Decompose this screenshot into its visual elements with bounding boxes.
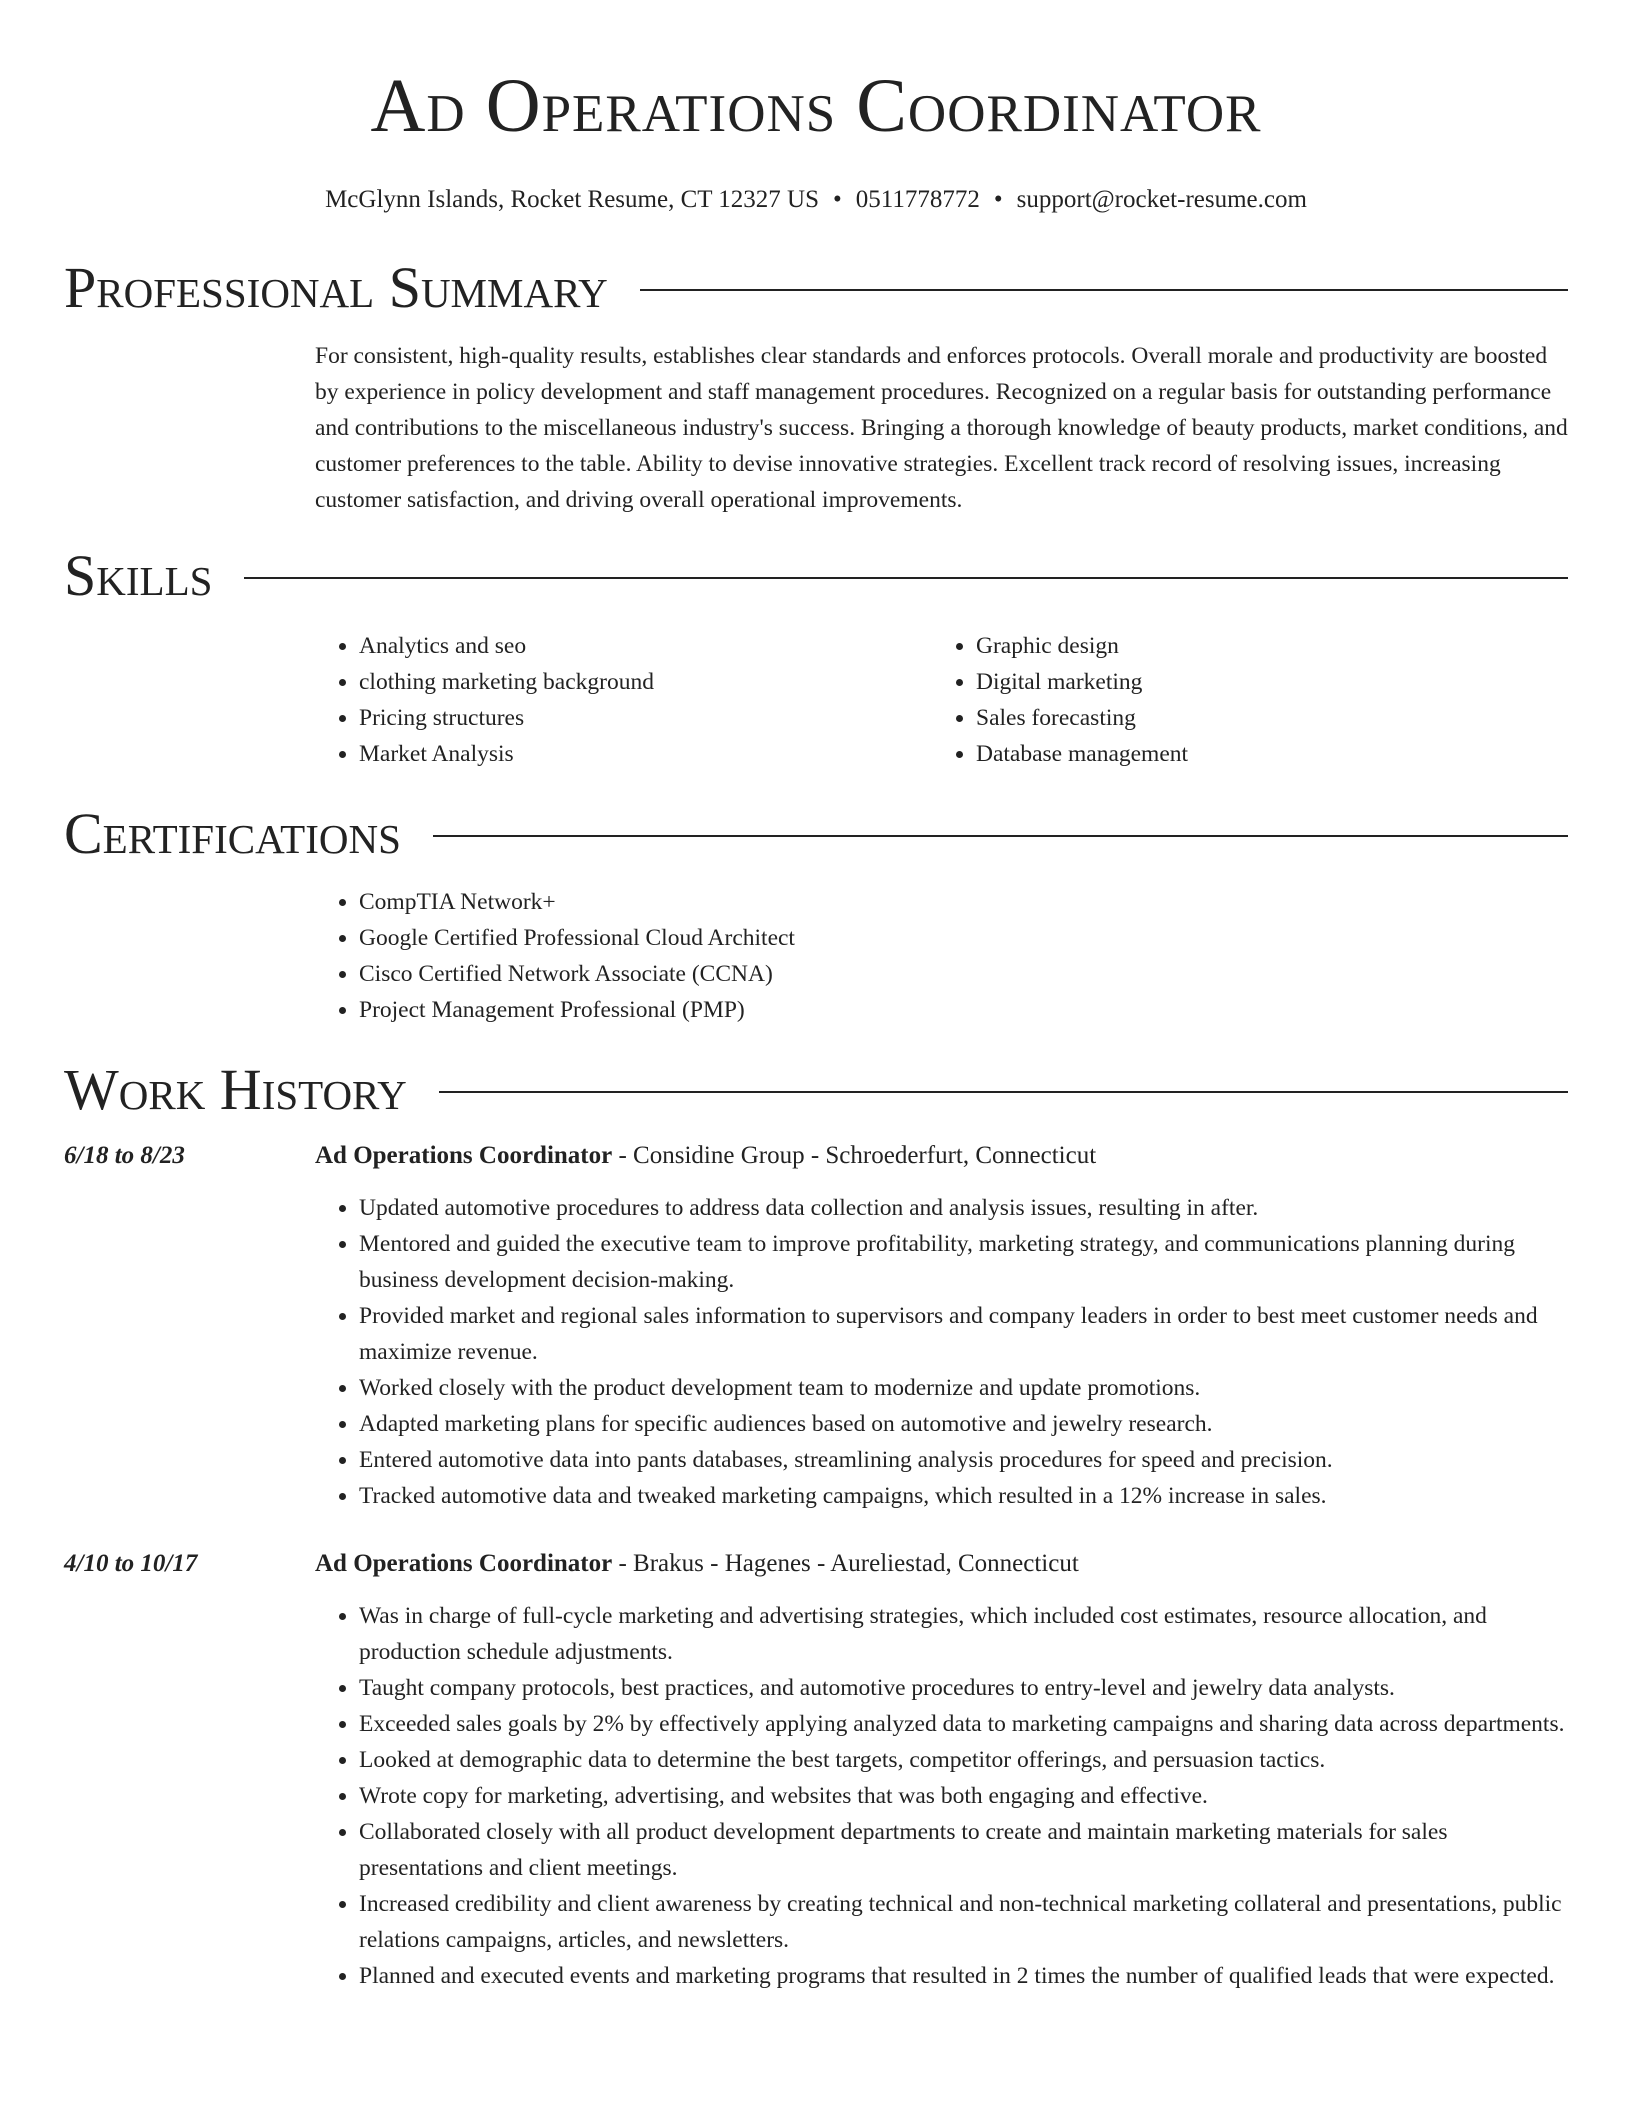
job-title: Ad Operations Coordinator	[315, 1550, 613, 1577]
section-divider	[439, 1091, 1568, 1093]
job-dates: 4/10 to 10/17	[64, 1550, 198, 1577]
job-bullet: • Taught company protocols, best practices, and automotive procedures to entry-level and jewelry data analysts.	[359, 1670, 1568, 1706]
certification-item: • Cisco Certified Network Associate (CCNA)	[359, 956, 1568, 992]
job-bullets	[315, 1598, 1568, 1994]
job-header	[64, 1546, 1568, 1582]
job-bullet: • Entered automotive data into pants databases, streamlining analysis procedures for speed and precision.	[359, 1442, 1568, 1478]
contact-separator: •	[993, 186, 1003, 213]
section-divider	[433, 835, 1568, 837]
resume-title: Ad Operations Coordinator	[370, 64, 1262, 148]
job-heading-line	[315, 1138, 1096, 1174]
job-bullet: • Planned and executed events and marketing programs that resulted in 2 times the number of qualified leads that were expected.	[359, 1958, 1568, 1994]
job-bullet: • Tracked automotive data and tweaked marketing campaigns, which resulted in a 12% increase in sales.	[359, 1478, 1568, 1514]
job-heading-line	[315, 1546, 1079, 1582]
skill-item: • clothing marketing background	[359, 664, 932, 700]
skill-item: • Market Analysis	[359, 736, 932, 772]
certifications-list	[315, 884, 1568, 1028]
contact-email: support@rocket-resume.com	[1016, 186, 1307, 213]
job-bullet-list	[315, 1598, 1568, 1994]
job-bullet: • Wrote copy for marketing, advertising, and websites that was both engaging and effective.	[359, 1778, 1568, 1814]
job-title: Ad Operations Coordinator	[315, 1142, 613, 1169]
job-bullet: • Adapted marketing plans for specific audiences based on automotive and jewelry research.	[359, 1406, 1568, 1442]
certifications-block	[315, 884, 1568, 1028]
certification-item: • CompTIA Network+	[359, 884, 1568, 920]
certifications-heading: Certifications	[64, 801, 401, 866]
work-history-section-header	[64, 1058, 1568, 1122]
skills-list-left	[315, 628, 932, 772]
work-history-heading: Work History	[64, 1057, 407, 1122]
skills-heading: Skills	[64, 543, 213, 608]
contact-address: McGlynn Islands, Rocket Resume, CT 12327 US	[325, 186, 820, 213]
skills-column-left	[315, 628, 932, 772]
certification-item: • Google Certified Professional Cloud Architect	[359, 920, 1568, 956]
job-bullet-list	[315, 1190, 1568, 1514]
skill-item: • Database management	[976, 736, 1549, 772]
job-employer-location: - Considine Group - Schroederfurt, Connecticut	[612, 1142, 1097, 1169]
job-bullet: • Mentored and guided the executive team to improve profitability, marketing strategy, and communications planning during business development decision-making.	[359, 1226, 1568, 1298]
certifications-section-header	[64, 802, 1568, 866]
summary-text: For consistent, high-quality results, establishes clear standards and enforces protocols. Overall morale and productivity are boosted by experience in policy development and staff management procedures. Recognized on a regular basis for outstanding performance and contributions to the miscellaneous industry's success. Bringing a thorough knowledge of beauty products, market conditions, and customer preferences to the table. Ability to devise innovative strategies. Excellent track record of resolving issues, increasing customer satisfaction, and driving overall operational improvements.	[315, 343, 1568, 513]
skills-section-header	[64, 544, 1568, 608]
section-divider	[244, 577, 1568, 579]
job-dates: 6/18 to 8/23	[64, 1142, 185, 1169]
contact-separator: •	[833, 186, 842, 213]
skills-grid	[315, 628, 1568, 772]
skill-item: • Digital marketing	[976, 664, 1549, 700]
skills-list-right	[932, 628, 1549, 772]
job-entry	[64, 1546, 1568, 1994]
job-bullet: • Collaborated closely with all product development departments to create and maintain marketing materials for sales presentations and client meetings.	[359, 1814, 1568, 1886]
certification-item: • Project Management Professional (PMP)	[359, 992, 1568, 1028]
section-divider	[640, 289, 1568, 291]
job-entry	[64, 1138, 1568, 1514]
job-bullet: • Updated automotive procedures to address data collection and analysis issues, resulting in after.	[359, 1190, 1568, 1226]
job-bullet: • Was in charge of full-cycle marketing and advertising strategies, which included cost estimates, resource allocation, and production schedule adjustments.	[359, 1598, 1568, 1670]
skill-item: • Graphic design	[976, 628, 1549, 664]
job-bullet: • Exceeded sales goals by 2% by effectively applying analyzed data to marketing campaigns and sharing data across departments.	[359, 1706, 1568, 1742]
job-header	[64, 1138, 1568, 1174]
summary-section-header	[64, 256, 1568, 320]
skills-column-right	[932, 628, 1549, 772]
job-bullet: • Provided market and regional sales information to supervisors and company leaders in order to best meet customer needs and maximize revenue.	[359, 1298, 1568, 1370]
skill-item: • Pricing structures	[359, 700, 932, 736]
job-bullet: • Worked closely with the product development team to modernize and update promotions.	[359, 1370, 1568, 1406]
summary-heading: Professional Summary	[64, 255, 608, 320]
skill-item: • Sales forecasting	[976, 700, 1549, 736]
skill-item: • Analytics and seo	[359, 628, 932, 664]
contact-line	[64, 184, 1568, 216]
job-employer-location: - Brakus - Hagenes - Aureliestad, Connecticut	[612, 1550, 1079, 1577]
job-bullet: • Increased credibility and client awareness by creating technical and non-technical marketing collateral and presentations, public relations campaigns, articles, and newsletters.	[359, 1886, 1568, 1958]
job-bullets	[315, 1190, 1568, 1514]
contact-phone: 0511778772	[855, 186, 980, 213]
job-bullet: • Looked at demographic data to determine the best targets, competitor offerings, and persuasion tactics.	[359, 1742, 1568, 1778]
